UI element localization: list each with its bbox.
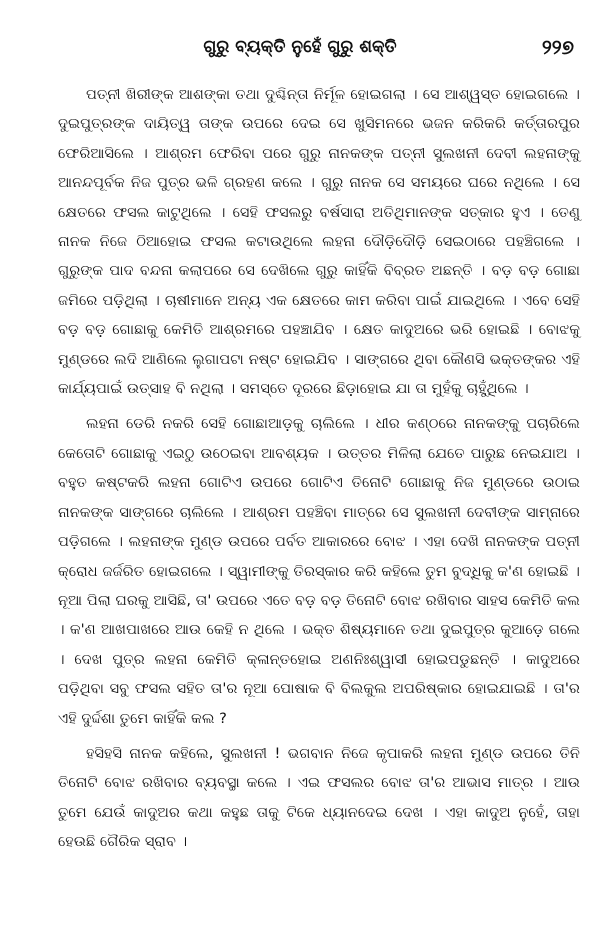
page-header <box>0 30 600 64</box>
paragraph-1: ପତ୍ନୀ ଖିରୀଙ୍କ ଆଶଙ୍କା ତଥା ଦୁଶ୍ଚିନ୍ତା ନିର୍ମୂଳ ହୋଇଗଲା । ସେ ଆଶ୍ୱସ୍ତ ହୋଇଗଲେ । ଦୁଇପୁତ୍ରଙ୍କ ଦାୟିତ୍ୱ ତାଙ୍କ ଉପରେ ଦେଇ ସେ ଖୁସିମନରେ ଭଜନ କରିକରି କର୍ତ୍ତାରପୁର ଫେରିଆସିଲେ । ଆଶ୍ରମ ଫେରିବା ପରେ ଗୁରୁ ନାନକଙ୍କ ପତ୍ନୀ ସୁଲଖନୀ ଦେବୀ ଲହନାଙ୍କୁ ଆନନ୍ଦପୂର୍ବକ ନିଜ ପୁତ୍ର ଭଳି ଗ୍ରହଣ କଲେ । ଗୁରୁ ନାନକ ସେ ସମୟରେ ଘରେ ନଥିଲେ । ସେ କ୍ଷେତରେ ଫସଲ କାଟୁଥିଲେ । ସେହି ଫସଲରୁ ବର୍ଷସାରା ଅତିଥିମାନଙ୍କ ସତ୍କାର ହୁଏ । ତେଣୁ ନାନକ ନିଜେ ଠିଆହୋଇ ଫସଲ କଟାଉଥିଲେ ଲହନା ଦୌଡ଼ିଦୌଡ଼ି ସେଇଠାରେ ପହଞ୍ଚିଗଲେ । ଗୁରୁଙ୍କ ପାଦ ବନ୍ଦନା କଲାପରେ ସେ ଦେଖିଲେ ଗୁରୁ କାହିଁକି ବିବ୍ରତ ଅଛନ୍ତି । ବଡ଼ ବଡ଼ ଗୋଛା ଜମିରେ ପଡ଼ିଥିଲା । ଚାଷୀମାନେ ଅନ୍ୟ ଏକ କ୍ଷେତରେ କାମ କରିବା ପାଇଁ ଯାଇଥିଲେ । ଏବେ ସେହି ବଡ଼ ବଡ଼ ଗୋଛାକୁ କେମିତି ଆଶ୍ରମରେ ପହଞ୍ଚାଯିବ । କ୍ଷେତ କାଦୁଅରେ ଭରି ହୋଇଛି । ବୋଝକୁ ମୁଣ୍ଡରେ ଲଦି ଆଣିଲେ ଲୁଗାପଟା ନଷ୍ଟ ହୋଇଯିବ । ସାଙ୍ଗରେ ଥିବା କୌଣସି ଭକ୍ତଙ୍କର ଏହି କାର୍ଯ୍ୟପାଇଁ ଉତ୍ସାହ ବି ନଥିଲା । ସମସ୍ତେ ଦୂରରେ ଛିଡ଼ାହୋଇ ଯା ତା ମୁହଁକୁ ଚାହୁଁଥିଲେ । <box>58 86 580 398</box>
page-number: ୨୨୭ <box>541 35 574 59</box>
paragraph-3: ହସିହସି ନାନକ କହିଲେ, ସୁଲଖନୀ ! ଭଗବାନ ନିଜେ କୃପାକରି ଲହନା ମୁଣ୍ଡ ଉପରେ ତିନି ତିନୋଟି ବୋଝ ରଖିବାର ବ୍ୟବସ୍ଥା କଲେ । ଏଇ ଫସଲର ବୋଝ ତା'ର ଆଭାସ ମାତ୍ର । ଆଉ ତୁମେ ଯେଉଁ କାଦୁଅର କଥା କହୁଛ ତାକୁ ଟିକେ ଧ୍ୟାନଦେଇ ଦେଖ । ଏହା କାଦୁଅ ନୁହେଁ, ତାହା ହେଉଛି ଗୈରିକ ସ୍ରାବ । <box>58 744 580 851</box>
paragraph-2: ଲହନା ଡେରି ନକରି ସେହି ଗୋଛାଆଡ଼କୁ ଚାଲିଲେ । ଧୀର କଣ୍ଠରେ ନାନକଙ୍କୁ ପଚାରିଲେ କେତୋଟି ଗୋଛାକୁ ଏଇଠୁ ଉଠେଇବା ଆବଶ୍ୟକ । ଉତ୍ତର ମିଳିଲା ଯେତେ ପାରୁଛ ନେଇଯାଅ । ବହୁତ କଷ୍ଟକରି ଲହନା ଗୋଟିଏ ଉପରେ ଗୋଟିଏ ତିନୋଟି ଗୋଛାକୁ ନିଜ ମୁଣ୍ଡରେ ଉଠାଇ ନାନକଙ୍କ ସାଙ୍ଗରେ ଚାଲିଲେ । ଆଶ୍ରମ ପହଞ୍ଚିବା ମାତ୍ରେ ସେ ସୁଲଖନୀ ଦେବୀଙ୍କ ସାମ୍ନାରେ ପଡ଼ିଗଲେ । ଲହନାଙ୍କ ମୁଣ୍ଡ ଉପରେ ପର୍ବତ ଆକାରରେ ବୋଝ । ଏହା ଦେଖି ନାନକଙ୍କ ପତ୍ନୀ କ୍ରୋଧ ଜର୍ଜରିତ ହୋଇଗଲେ । ସ୍ୱାମୀଙ୍କୁ ତିରସ୍କାର କରି କହିଲେ ତୁମ ବୁଦ୍ଧିକୁ କ'ଣ ହୋଇଛି । ନୂଆ ପିଲା ଘରକୁ ଆସିଛି, ତା' ଉପରେ ଏତେ ବଡ଼ ବଡ଼ ତିନୋଟି ବୋଝ ରଖିବାର ସାହସ କେମିତି କଲ । କ'ଣ ଆଖପାଖରେ ଆଉ କେହି ନ ଥିଲେ । ଭକ୍ତ ଶିଷ୍ୟମାନେ ତଥା ଦୁଇପୁତ୍ର କୁଆଡ଼େ ଗଲେ । ଦେଖ ପୁତ୍ର ଲହନା କେମିତି କ୍ଳାନ୍ତହୋଇ ଅଣନିଃଶ୍ୱାସୀ ହୋଇପଡୁଛନ୍ତି । କାଦୁଅରେ ପଡ଼ିଥିବା ସବୁ ଫସଲ ସହିତ ତା'ର ନୂଆ ପୋଷାକ ବି ବିଲକୁଲ ଅପରିଷ୍କାର ହୋଇଯାଇଛି । ତା'ର ଏହି ଦୁର୍ଦ୍ଦଶା ତୁମେ କାହିଁକି କଲ ? <box>58 415 580 727</box>
body-text <box>58 80 580 863</box>
running-title: ଗୁରୁ ବ୍ୟକ୍ତି ନୁହେଁ ଗୁରୁ ଶକ୍ତି <box>203 37 397 57</box>
